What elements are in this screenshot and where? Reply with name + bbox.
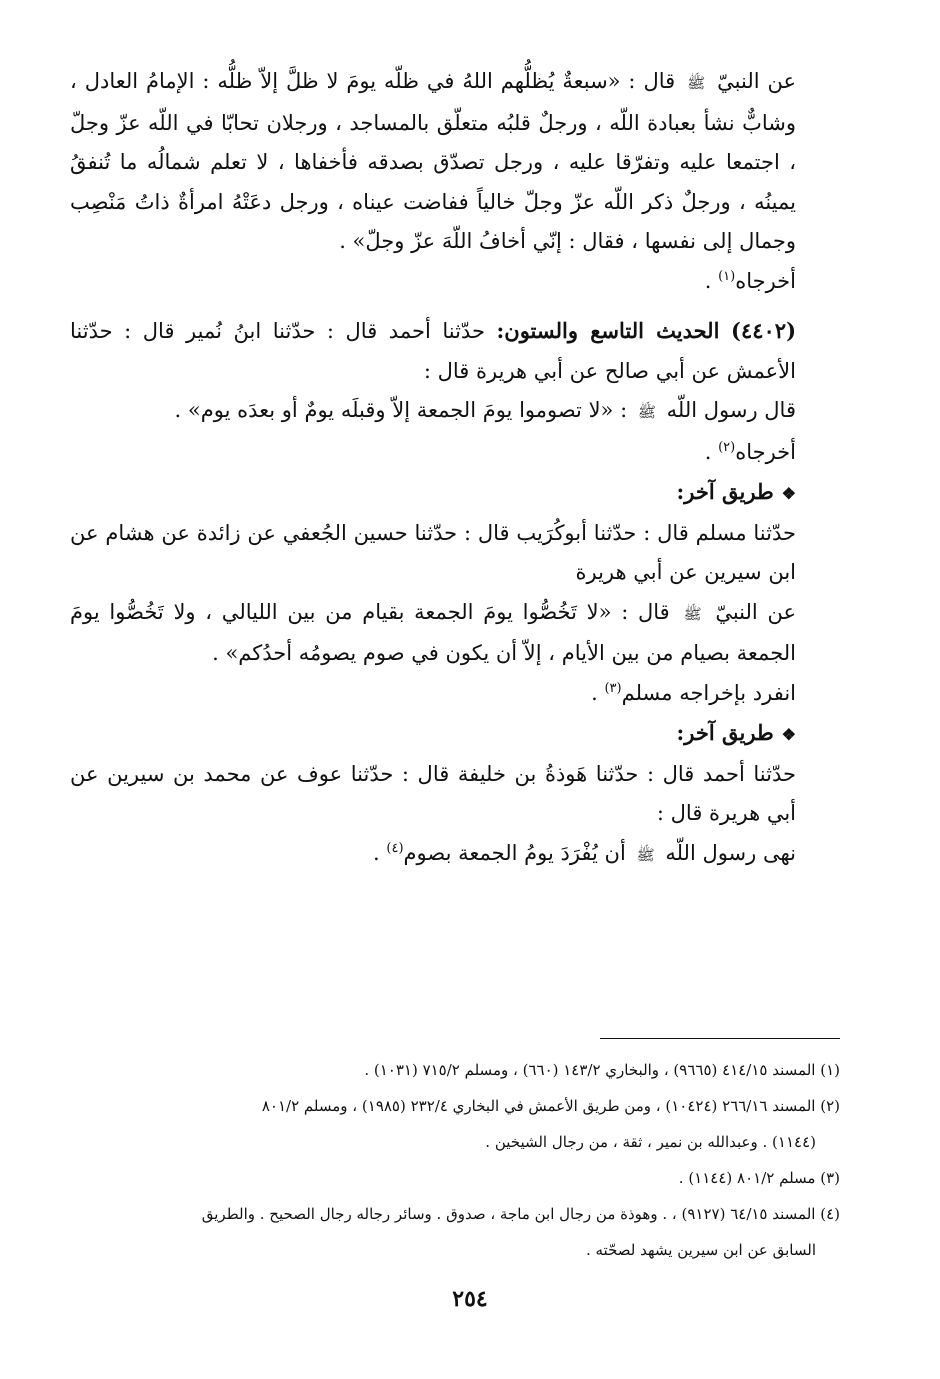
text-run: حدّثنا أحمد قال : حدّثنا ابنُ نُمير قال : حدّثنا الأعمش عن أبي صالح عن أبي هريرة قال : <box>70 319 796 383</box>
main-text <box>70 62 840 875</box>
hadith-number: (٤٤٠٢) <box>731 318 796 343</box>
salawat-glyph: ﷺ <box>683 604 702 623</box>
footnote-1: (١) المسند ٤١٤/١٥ (٩٦٦٥) ، والبخاري ١٤٣/٢ (٦٦٠) ، ومسلم ٧١٥/٢ (١٠٣١) . <box>364 1061 840 1079</box>
heading-text: طريق آخر: <box>676 479 774 504</box>
salawat-glyph: ﷺ <box>636 845 655 864</box>
takhrij-note <box>70 674 840 714</box>
footnote-ref[interactable]: (١) <box>718 268 736 284</box>
salawat-glyph: ﷺ <box>687 74 706 92</box>
page-number: ٢٥٤ <box>452 1286 488 1312</box>
diamond-icon: ❖ <box>781 484 796 503</box>
hadith-69 <box>70 311 840 472</box>
hadith-title: الحديث التاسع والستون: <box>496 318 720 343</box>
heading-text: طريق آخر: <box>676 720 774 745</box>
hadith-isnad <box>70 311 840 391</box>
text-run: . <box>704 268 719 293</box>
takhrij-note <box>70 262 840 302</box>
diamond-icon: ❖ <box>781 725 796 744</box>
text-run: : «لا تصوموا يومَ الجمعة إلاّ وقبلَه يومٌ أو بعدَه يوم» . <box>174 398 628 422</box>
text-run: . <box>704 439 719 464</box>
text-run: قال : «لا تَخُصُّوا يومَ الجمعة بقيام من بين الليالي ، ولا تَخُصُّوا يومَ الجمعة بصيام من بين الأيام ، إلاّ أن يكون في صوم يصومُه أحدُكم» . <box>70 599 796 665</box>
text-run: عن النبيّ <box>717 69 796 93</box>
text-run: أخرجاه <box>735 268 796 293</box>
section-heading <box>70 713 840 755</box>
text-run: قال رسول اللّه <box>666 398 796 422</box>
text-run: قال : «سبعةٌ يُظلُّهم اللهُ في ظلّه يومَ لا ظلَّ إلاّ ظلُّه : الإمامُ العادل ، وشابٌّ نشأ بعبادة اللّه ، ورجلٌ قلبُه متعلّق بالمساجد ، ورجلان تحابّا في اللّه عزّ وجلّ ، اجتمعا عليه وتفرّقا عليه ، ورجل تصدّق بصدقه فأخفاها ، لا تعلم شمالُه ما تُنفقُ يمينُه ، ورجلٌ ذكر اللّه عزّ وجلّ خالياً ففاضت عيناه ، ورجل دعَتْهُ امرأةٌ ذاتُ مَنْصِب وجمال إلى نفسها ، فقال : إنّي أخافُ اللّهَ عزّ وجلّ» . <box>70 69 796 253</box>
text-run: . <box>591 680 605 705</box>
text-run: عن النبيّ <box>715 599 796 624</box>
footnote-2: (٢) المسند ٢٦٦/١٦ (١٠٤٢٤) ، ومن طريق الأعمش في البخاري ٢٣٢/٤ (١٩٨٥) ، ومسلم ٨٠١/٢ <box>261 1097 840 1115</box>
takhrij-note <box>70 433 840 473</box>
footnote-ref[interactable]: (٤) <box>386 840 404 856</box>
salawat-glyph: ﷺ <box>637 403 656 421</box>
isnad-paragraph <box>70 514 840 593</box>
section-heading <box>70 472 840 514</box>
isnad-paragraph <box>70 755 840 834</box>
text-run: أن يُفْرَدَ يومُ الجمعة بصوم <box>403 840 626 865</box>
matn-paragraph <box>70 834 840 876</box>
hadith-paragraph <box>70 62 840 262</box>
footnote-2-continued: (١١٤٤) . وعبدالله بن نمير ، ثقة ، من رجال الشيخين . <box>485 1133 816 1151</box>
text-run: نهى رسول اللّه <box>665 840 796 865</box>
footnote-ref[interactable]: (٢) <box>718 439 736 455</box>
text-run: حدّثنا مسلم قال : حدّثنا أبوكُرَيب قال : حدّثنا حسين الجُعفي عن زائدة عن هشام عن ابن سيرين عن أبي هريرة <box>70 520 796 584</box>
text-run: حدّثنا أحمد قال : حدّثنا هَوذةُ بن خليفة قال : حدّثنا عوف عن محمد بن سيرين عن أبي هريرة قال : <box>70 761 796 825</box>
footnote-4: (٤) المسند ٦٤/١٥ (٩١٢٧) ، . وهوذة من رجال ابن ماجة ، صدوق . وسائر رجاله رجال الصحيح . والطريق <box>201 1205 840 1223</box>
footnote-4-continued: السابق عن ابن سيرين يشهد لصحّته . <box>585 1241 816 1259</box>
text-run: انفرد بإخراجه مسلم <box>621 680 796 705</box>
footnote-divider <box>600 1038 840 1039</box>
hadith-matn <box>70 391 840 433</box>
footnote-ref[interactable]: (٣) <box>604 680 622 696</box>
footnotes <box>70 1052 840 1268</box>
footnote-3: (٣) مسلم ٨٠١/٢ (١١٤٤) . <box>678 1169 840 1187</box>
text-run: . <box>373 840 387 865</box>
matn-paragraph <box>70 593 840 674</box>
text-run: أخرجاه <box>735 439 796 464</box>
